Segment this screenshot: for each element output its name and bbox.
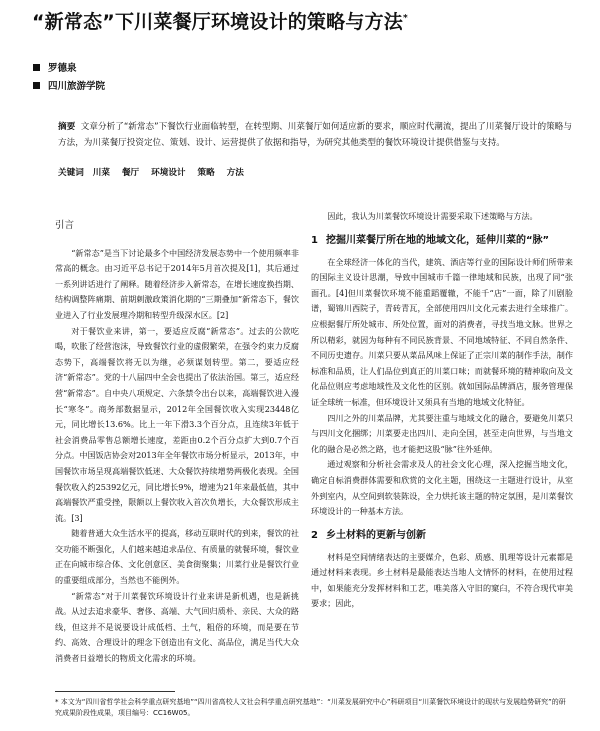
intro-heading: 引言 bbox=[55, 220, 75, 231]
section-1-heading bbox=[311, 233, 573, 249]
keyword: 川菜 bbox=[92, 168, 110, 178]
body-paragraph: 对于餐饮业来讲，第一，要适应反腐“新常态”。过去的公款吃喝，吹胀了经营泡沫，导致餐饮行业的虚假繁荣，在强令约束力反腐态势下，高端餐饮将无以为继，必须谋划转型。第二，要适应经济“新常态”。党的十八届四中全会也提出了依法治国。第三，适应经营“新常态”。自中央八项规定、六条禁令出台以来，高端餐饮进入漫长“寒冬”。商务部数据显示，2012年全国餐饮收入实现23448亿元，同比增长13.6%。比上一年下滑3.3个百分点，且连续3年低于社会消费品零售总额增长速度，差距由0.2个百分点扩大到0.7个百分点。中国饭店协会对2013年全年餐饮市场分析显示，2013年，中国餐饮市场呈现高端餐饮低迷、大众餐饮持续增势两极化表现。全国餐饮收入约25392亿元，同比增长9%，增速为21年来最低值，其中高端餐饮严重受挫，限额以上餐饮收入首次负增长，大众餐饮形成主流。[3] bbox=[55, 325, 299, 523]
section-number: 1 bbox=[311, 234, 318, 246]
paper-title bbox=[32, 7, 572, 34]
abstract-text: 文章分析了“新常态”下餐饮行业面临转型，在转型期、川菜餐厅如何适应新的要求，顺应时代潮流，提出了川菜餐厅设计的策略与方法，为川菜餐厅投资定位、策划、设计、运营提供了依据和指导，为研究其他类型的餐饮环境设计提供借鉴与支持。 bbox=[58, 122, 572, 148]
keyword: 环境设计 bbox=[151, 168, 186, 178]
keyword: 方法 bbox=[226, 168, 244, 178]
keywords-label: 关键词 bbox=[58, 168, 84, 178]
body-paragraph: 因此，我认为川菜餐饮环境设计需要采取下述策略与方法。 bbox=[327, 211, 538, 221]
body-paragraph: “新常态”对于川菜餐饮环境设计行业来讲是新机遇，也是新挑战。从过去追求豪华、奢侈、高端、大气回归质朴、亲民、大众的路线，但这并不是说要设计成低档、土气，粗俗的环境，而是要在节约、高效、合理设计的理念下创造出有文化、高品位，满足当代大众消费者日益增长的物质文化需求的环境。 bbox=[55, 590, 299, 664]
abstract bbox=[58, 119, 572, 151]
footnote: * 本文为“四川省哲学社会科学重点研究基地”“四川省高校人文社会科学重点研究基地”：“川菜发展研究中心”科研项目“川菜餐饮环境设计的现状与发展趋势研究”的研究成果阶段性成果，项目编号：CC16W05。 bbox=[55, 698, 566, 717]
keywords bbox=[58, 166, 572, 178]
body-paragraph: 随着普通大众生活水平的提高，移动互联时代的到来，餐饮的社交功能不断强化，人们越来越追求品位、有质量的就餐环境，餐饮业正在向城市综合体、文化创意区、美食街聚集；川菜行业是餐饮行业的重要组成部分，当然也不能例外。 bbox=[55, 528, 299, 586]
section-title: 挖掘川菜餐厅所在地的地域文化，延伸川菜的“脉” bbox=[325, 234, 550, 246]
author-affiliation: 四川旅游学院 bbox=[33, 78, 105, 92]
body-paragraph: 通过观察和分析社会需求及人的社会文化心理，深入挖掘当地文化，确定自标消费群体需要和欣赏的文化主题，围绕这一主题进行设计，从室外到室内，从空间到软装陈设，全力烘托该主题的特定氛围，是川菜餐饮环境设计的一种基本方法。 bbox=[311, 459, 573, 517]
section-2-heading bbox=[311, 528, 573, 544]
body-paragraph: 在全球经济一体化的当代，建筑、酒店等行业的国际设计师们所带来的国际主义设计思潮，导致中国城市千篇一律地域和民族，出现了同“张面孔。[4]但川菜餐饮环境不能重蹈覆辙，不能千“店”一面，除了川剧脸谱，蜀锦川西院子，青砖青瓦，全部使用四川文化元素去进行全球推广。应根据餐厅所处城市、所处位置，面对的消费者，寻找当地文脉。世界之所以精彩，就因为每种有不同民族背景、不同地域特征、不同自然条件、不同历史遗存。川菜只要从菜品风味上保证了正宗川菜的制作手法，制作标准和品质，让人们品位到真正的川菜口味；而就餐环境的精神取向及文化品位则应考虑地域性及文化性的区别。就如国际品牌酒店，服务管理保证全球统一标准，但环境设计又须具有当地的地域文化特征。 bbox=[311, 256, 573, 407]
right-column bbox=[311, 209, 573, 612]
keyword: 餐厅 bbox=[121, 168, 140, 178]
body-paragraph: 四川之外的川菜品牌，尤其要注重与地域文化的融合，要避免川菜只与四川文化捆绑；川菜要走出四川、走向全国，甚至走向世界，与当地文化的融合是必然之路，也才能把这股“脉”往外延伸。 bbox=[311, 412, 573, 454]
body-paragraph: 材料是空间情绪表达的主要媒介，色彩、质感、肌理等设计元素都是通过材料来表现。乡土材料是最能表达当地人文情怀的材料，在使用过程中，如果能充分发挥材料和工艺，唯美落入守旧的窠臼，不符合现代审美要求；因此， bbox=[311, 551, 573, 609]
section-number: 2 bbox=[311, 529, 318, 541]
abstract-label: 摘要 bbox=[58, 122, 76, 132]
author-name: 罗德泉 bbox=[33, 60, 77, 74]
title-text: “新常态”下川菜餐厅环境设计的策略与方法 bbox=[32, 11, 403, 33]
square-bullet-icon bbox=[33, 82, 40, 89]
title-footnote-mark: * bbox=[402, 13, 408, 24]
left-column bbox=[55, 218, 299, 667]
footnote-divider bbox=[55, 691, 175, 692]
section-title: 乡土材料的更新与创新 bbox=[325, 529, 426, 541]
keyword: 策略 bbox=[197, 168, 215, 178]
square-bullet-icon bbox=[33, 64, 40, 71]
body-paragraph: “新常态”是当下讨论最多个中国经济发展态势中一个使用频率非常高的概念。由习近平总书记于2014年5月首次提及[1]，其后通过一系列讲话进行了阐释。随着经济步入新常态，在增长速度换挡期、结构调整阵痛期、前期刺激政策消化期的“三期叠加”新常态下，餐饮业进入了行业发展理冷期和转型升级深水区。[2] bbox=[55, 247, 299, 320]
